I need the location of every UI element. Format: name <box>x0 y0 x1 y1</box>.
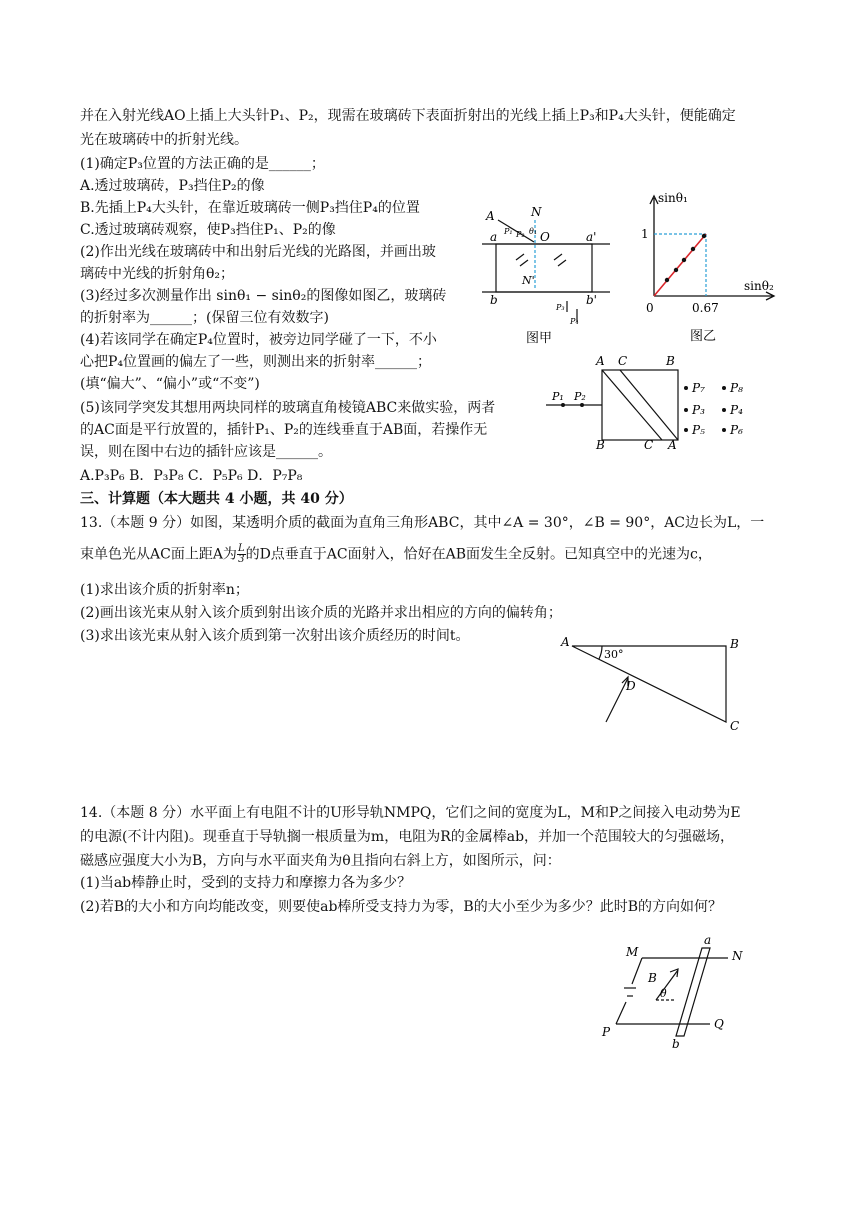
fig1-label-b: b <box>490 293 498 307</box>
q13-sub3: (3)求出该光束从射入该介质到第一次射出该介质经历的时间t。 <box>80 628 470 644</box>
data-point <box>702 234 706 238</box>
fig3-label-C-top: C <box>618 354 628 368</box>
q13-label-D: D <box>626 679 636 693</box>
q14-line1: 14.（本题 8 分）水平面上有电阻不计的U形导轨NMPQ，它们之间的宽度为L，M和P之间接入电动势为E <box>80 805 741 821</box>
fig1-label-p2: P₂ <box>516 230 525 239</box>
q14-label-M: M <box>626 945 639 959</box>
prism-box <box>602 370 678 440</box>
q14-label-Q: Q <box>714 1017 724 1031</box>
glass-brick <box>496 244 592 292</box>
q13-label-C: C <box>730 719 740 733</box>
q13-label-B: B <box>730 637 739 651</box>
fig2-y-label: sinθ₁ <box>658 191 688 205</box>
q14-line3: 磁感应强度大小为B，方向与水平面夹角为θ且指向右斜上方，如图所示，问： <box>80 853 561 869</box>
figure-jia <box>482 204 612 349</box>
fit-line <box>654 234 706 296</box>
fig1-label-p4: P₄ <box>570 317 579 326</box>
fig1-label-p1: P₁ <box>504 227 513 236</box>
metal-rod-ab <box>676 948 710 1036</box>
q14-line2: 的电源(不计内阻)。现垂直于导轨搁一根质量为m，电阻为R的金属棒ab，并加一个范围较大的匀强磁场， <box>80 829 735 845</box>
fig1-label-n-prime: N' <box>522 274 535 287</box>
q13-line2-part-b: 的D点垂直于AC面射入，恰好在AB面发生全反射。已知真空中的光速为c， <box>245 546 712 563</box>
data-point <box>674 268 678 272</box>
triangle-abc <box>572 646 726 722</box>
fig1-label-O: O <box>540 230 550 244</box>
angle-arc <box>599 646 602 659</box>
fig3-label-B-top: B <box>666 354 675 368</box>
fig3-label-p8: P₈ <box>730 381 743 395</box>
q13-line1: 13.（本题 9 分）如图，某透明介质的截面为直角三角形ABC，其中∠A = 30°，∠B = 90°，AC边长为L，一 <box>80 515 765 531</box>
q12-part5-line2: 的AC面是平行放置的，插针P₁、P₂的连线垂直于AB面，若操作无 <box>80 422 488 438</box>
fig3-label-p5: P₅ <box>692 423 705 437</box>
fig3-label-p1: P₁ <box>552 390 564 403</box>
incident-ray-d <box>606 678 628 722</box>
figure-yi <box>636 190 786 346</box>
q13-line2 <box>80 544 712 565</box>
fig3-label-A-top: A <box>596 354 605 368</box>
q12-option-c: C.透过玻璃砖观察，使P₃挡住P₁、P₂的像 <box>80 222 336 238</box>
prism-ac-face-1 <box>602 370 662 440</box>
fig2-x-label: sinθ₂ <box>744 279 774 293</box>
fraction-denominator: 3 <box>238 554 245 565</box>
q13-label-angle: 30° <box>604 648 624 661</box>
fig1-label-a: a <box>490 230 498 244</box>
rail-mp-lower <box>616 1002 626 1024</box>
q14-label-a: a <box>704 933 712 947</box>
q13-label-A: A <box>561 635 570 649</box>
fig1-label-p3: P₃ <box>556 303 565 312</box>
q14-label-N: N <box>732 949 743 963</box>
fig1-label-b-prime: b' <box>586 293 597 307</box>
q13-fraction <box>237 544 246 565</box>
q13-line2-part-a: 束单色光从AC面上距A为 <box>80 546 237 563</box>
q12-part1: (1)确定P₃位置的方法正确的是______； <box>80 156 325 172</box>
q12-option-a: A.透过玻璃砖，P₃挡住P₂的像 <box>80 178 265 194</box>
data-point <box>691 247 695 251</box>
q13-sub2: (2)画出该光束从射入该介质到射出该介质的光路并求出相应的方向的偏转角； <box>80 605 562 621</box>
q12-part4-line1: (4)若该同学在确定P₄位置时，被旁边同学碰了一下，不小 <box>80 332 437 348</box>
fig1-label-theta1: θ₁ <box>529 227 538 236</box>
data-point <box>682 258 686 262</box>
fig2-y-tick: 1 <box>641 227 649 241</box>
q12-part5-line3: 误，则在图中右边的插针应该是______。 <box>80 444 332 460</box>
q12-option-b: B.先插上P₄大头针，在靠近玻璃砖一侧P₃挡住P₄的位置 <box>80 200 420 216</box>
q12-intro-line1: 并在入射光线AO上插上大头针P₁、P₂，现需在玻璃砖下表面折射出的光线上插上P₃和P₄大头针，便能确定 <box>80 108 736 124</box>
q12-choices: A.P₃P₆ B．P₃P₈ C．P₅P₆ D．P₇P₈ <box>80 468 303 484</box>
fig3-label-p3: P₃ <box>692 403 705 417</box>
q13-sub1: (1)求出该介质的折射率n； <box>80 582 249 598</box>
fig3-label-p7: P₇ <box>692 381 705 395</box>
figure-prisms <box>540 350 765 450</box>
fig1-caption: 图甲 <box>526 331 553 346</box>
section-3-title: 三、计算题（本大题共 4 小题，共 40 分） <box>80 491 353 507</box>
q12-part5-line1: (5)该同学突发其想用两块同样的玻璃直角棱镜ABC来做实验，两者 <box>80 400 496 416</box>
fig2-x-tick: 0.67 <box>692 301 719 315</box>
fraction-numerator: L <box>237 543 245 554</box>
fig1-label-A: A <box>486 209 495 223</box>
fig3-label-p2: P₂ <box>574 390 586 403</box>
data-point <box>665 278 669 282</box>
q14-label-B: B <box>648 971 657 985</box>
q12-part2-line1: (2)作出光线在玻璃砖中和出射后光线的光路图，并画出玻 <box>80 244 436 260</box>
figure-triangle-abc <box>556 632 756 738</box>
fig1-label-N: N <box>531 205 542 219</box>
fig3-label-p4: P₄ <box>730 403 743 417</box>
q14-sub1: (1)当ab棒静止时，受到的支持力和摩擦力各为多少？ <box>80 875 412 891</box>
q12-part3-line2: 的折射率为______；(保留三位有效数字) <box>80 310 329 326</box>
fig3-label-p6: P₆ <box>730 423 743 437</box>
fig3-label-B-bottom: B <box>596 438 605 450</box>
q14-label-P: P <box>602 1025 611 1039</box>
q12-part4-line3: (填“偏大”、“偏小”或“不变”) <box>80 376 260 392</box>
fig2-origin: 0 <box>646 301 654 315</box>
figure-u-rail <box>598 932 758 1048</box>
q14-sub2: (2)若B的大小和方向均能改变，则要使ab棒所受支持力为零，B的大小至少为多少？此时B的方向如何？ <box>80 899 723 915</box>
fig2-caption: 图乙 <box>690 329 717 344</box>
q14-label-theta: θ <box>660 987 667 1000</box>
prism-ac-face-2 <box>620 370 678 440</box>
q12-intro-line2: 光在玻璃砖中的折射光线。 <box>80 132 248 148</box>
fig1-label-a-prime: a' <box>586 230 597 244</box>
fig3-label-A-bottom: A <box>668 438 677 450</box>
fig3-label-C-bottom: C <box>644 438 654 450</box>
rail-mp-upper <box>632 958 642 984</box>
q12-part2-line2: 璃砖中光线的折射角θ₂； <box>80 266 235 282</box>
q12-part4-line2: 心把P₄位置画的偏左了一些，则测出来的折射率______； <box>80 354 432 370</box>
q12-part3-line1: (3)经过多次测量作出 sinθ₁ − sinθ₂的图像如图乙，玻璃砖 <box>80 288 447 304</box>
q14-label-b: b <box>672 1037 680 1048</box>
